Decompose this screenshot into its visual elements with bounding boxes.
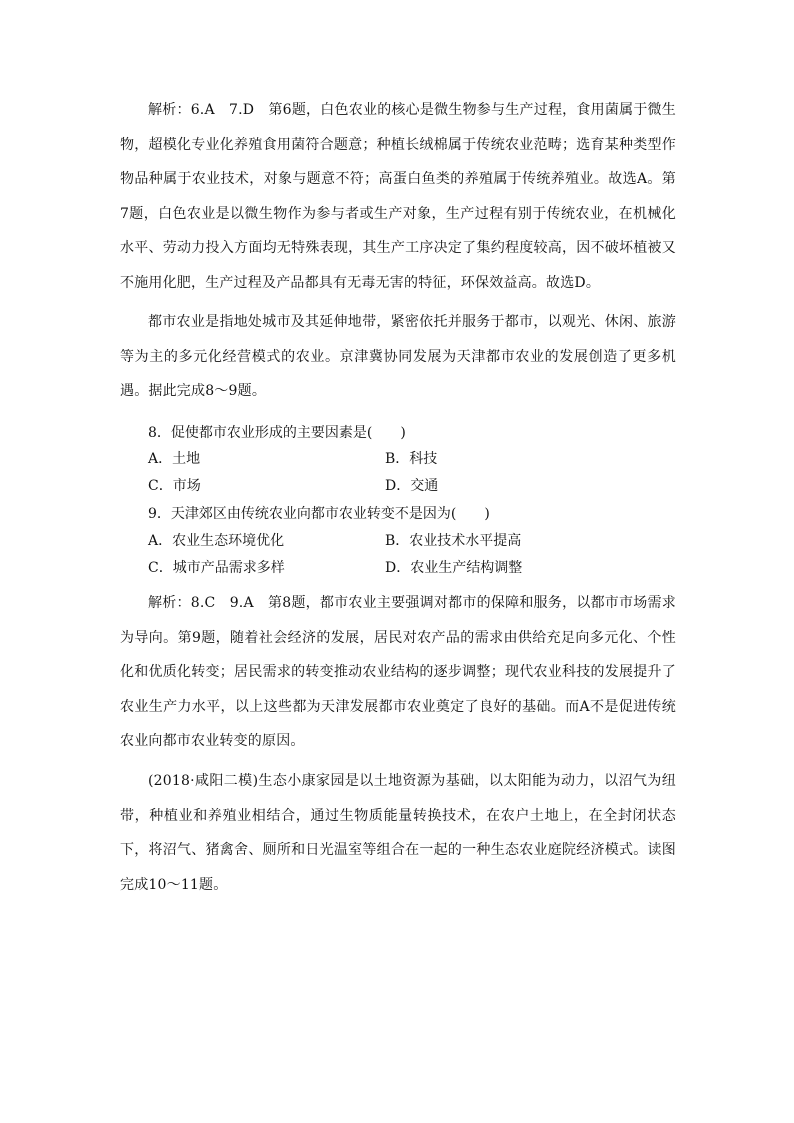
question-9-option-b: B．农业技术水平提高 (385, 533, 522, 549)
question-9-option-d: D．农业生产结构调整 (385, 560, 523, 576)
question-8-option-c: C．市场 (148, 478, 201, 494)
analysis-8-9: 解析：8.C 9.A 第8题，都市农业主要强调对都市的保障和服务，以都市市场需求为导向。第9题，随着社会经济的发展，居民对农产品的需求由供给充足向多元化、个性化和优质化转变；居民需求的转变推动农业结构的逐步调整；现代农业科技的发展提升了农业生产力水平，以上这些都为天津发展都市农业奠定了良好的基础。而A不是促进传统农业向都市农业转变的原因。 (120, 595, 676, 749)
analysis-6-7: 解析：6.A 7.D 第6题，白色农业的核心是微生物参与生产过程，食用菌属于微生物，超模化专业化养殖食用菌符合题意；种植长绒棉属于传统农业范畴；选育某种类型作物品种属于农业技术，对象与题意不符；高蛋白鱼类的养殖属于传统养殖业。故选A。第7题，白色农业是以微生物作为参与者或生产对象，生产过程有别于传统农业，在机械化水平、劳动力投入方面均无特殊表现，其生产工序决定了集约程度较高，因不破坏植被又不施用化肥，生产过程及产品都具有无毒无害的特征，环保效益高。故选D。 (120, 102, 676, 291)
question-9-stem: 9．天津郊区由传统农业向都市农业转变不是因为( ) (148, 506, 490, 522)
intro-8-9: 都市农业是指地处城市及其延伸地带，紧密依托并服务于都市，以观光、休闲、旅游等为主的多元化经营模式的农业。京津冀协同发展为天津都市农业的发展创造了更多机遇。据此完成8～9题。 (120, 314, 676, 399)
question-8-option-a: A．土地 (148, 451, 201, 467)
question-8-option-d: D．交通 (385, 478, 439, 494)
question-9-option-c: C．城市产品需求多样 (148, 560, 285, 576)
question-8-stem: 8．促使都市农业形成的主要因素是( ) (148, 425, 406, 441)
question-9-option-a: A．农业生态环境优化 (148, 533, 285, 549)
intro-10-11: (2018·咸阳二模)生态小康家园是以土地资源为基础，以太阳能为动力，以沼气为纽带，种植业和养殖业相结合，通过生物质能量转换技术，在农户土地上，在全封闭状态下，将沼气、猪禽舍、厕所和日光温室等组合在一起的一种生态农业庭院经济模式。读图完成10～11题。 (120, 773, 676, 893)
question-8-option-b: B．科技 (385, 451, 438, 467)
